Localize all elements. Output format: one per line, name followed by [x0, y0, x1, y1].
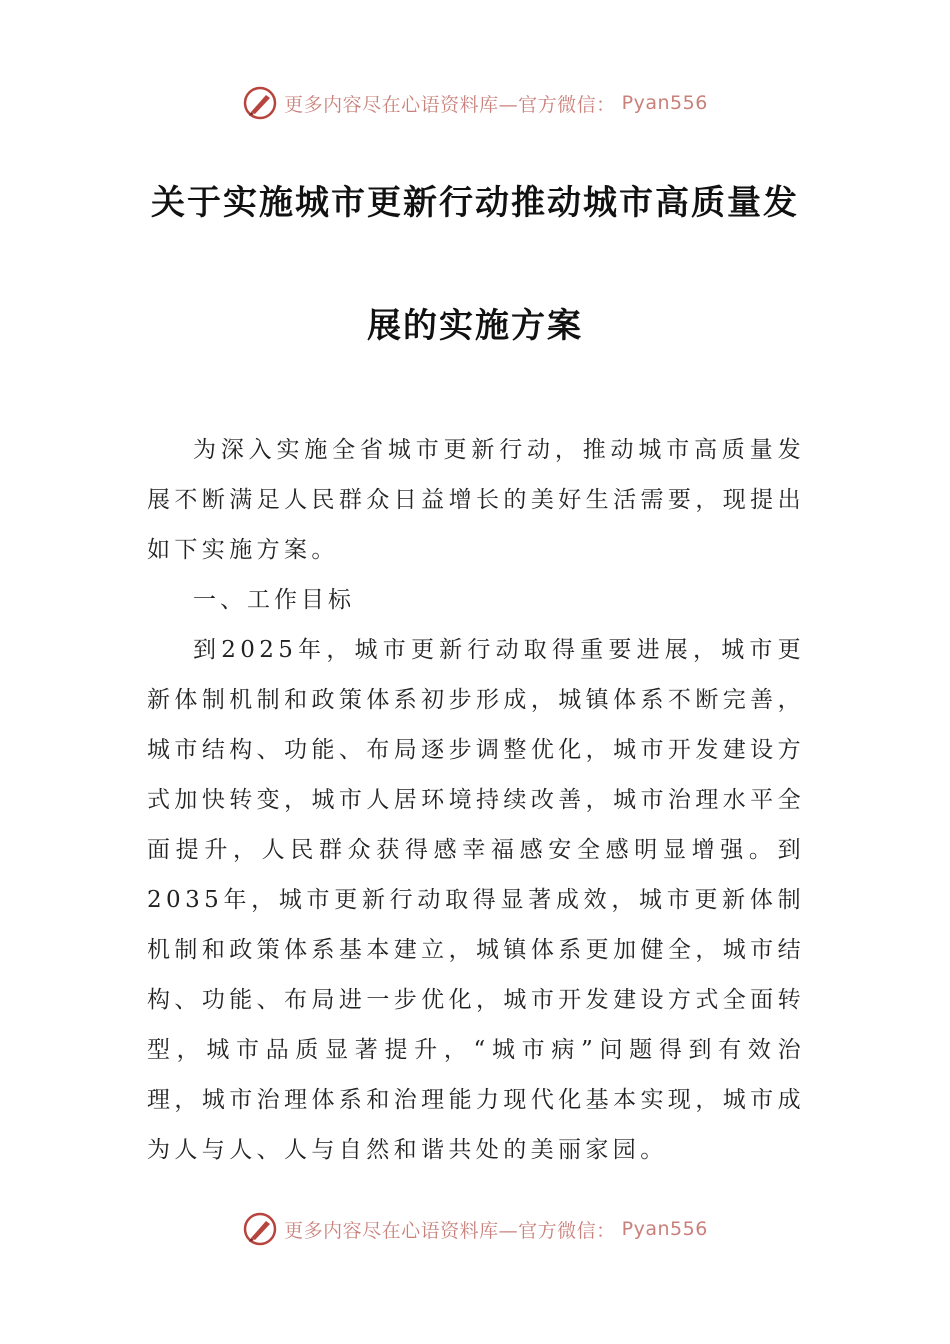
document-title-line-1: 关于实施城市更新行动推动城市高质量发	[151, 183, 799, 223]
header-watermark	[0, 83, 950, 123]
watermark-text: 更多内容尽在心语资料库—官方微信：	[284, 93, 616, 116]
goals-paragraph: 到2025年，城市更新行动取得重要进展，城市更新体制机制和政策体系初步形成，城镇体系不断完善，城市结构、功能、布局逐步调整优化，城市开发建设方式加快转变，城市人居环境持续改善，城市治理水平全面提升，人民群众获得感幸福感安全感明显增强。到2035年，城市更新行动取得显著成效，城市更新体制机制和政策体系基本建立，城镇体系更加健全，城市结构、功能、布局进一步优化，城市开发建设方式全面转型，城市品质显著提升，“城市病”问题得到有效治理，城市治理体系和治理能力现代化基本实现，城市成为人与人、人与自然和谐共处的美丽家园。	[147, 637, 805, 1163]
watermark-handle: Pyan556	[621, 92, 708, 114]
pen-logo-icon	[242, 85, 278, 121]
watermark-text: 更多内容尽在心语资料库—官方微信：	[284, 1219, 616, 1242]
footer-watermark	[0, 1209, 950, 1249]
section-heading: 一、工作目标	[193, 587, 355, 613]
intro-paragraph: 为深入实施全省城市更新行动，推动城市高质量发展不断满足人民群众日益增长的美好生活需要，现提出如下实施方案。	[147, 437, 805, 563]
pen-logo-icon	[242, 1211, 278, 1247]
watermark-handle: Pyan556	[621, 1218, 708, 1240]
document-body	[147, 425, 805, 1175]
document-title-line-2: 展的实施方案	[367, 306, 583, 346]
